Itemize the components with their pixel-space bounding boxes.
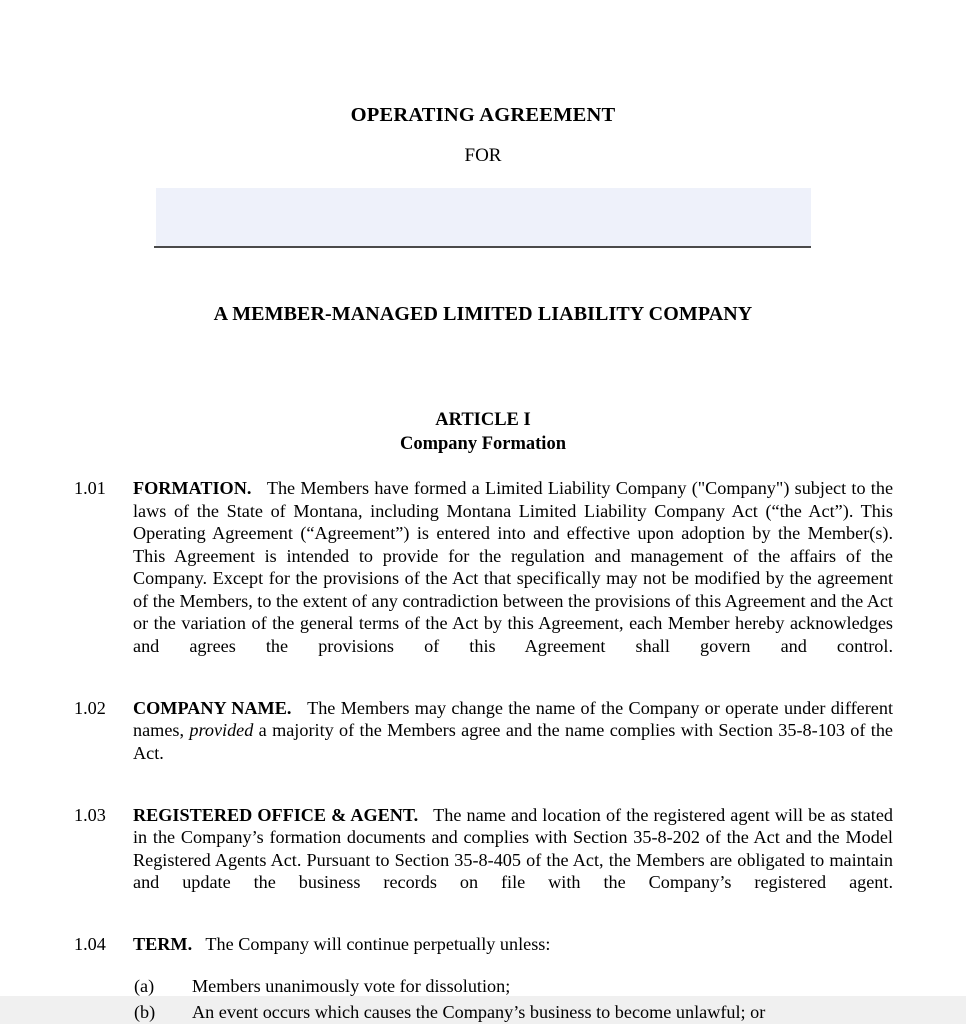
clause-title: TERM. (133, 934, 193, 954)
entity-type-heading: A MEMBER-MANAGED LIMITED LIABILITY COMPANY (213, 303, 753, 325)
clause-1-02 (0, 697, 966, 787)
clause-1-04 (0, 933, 966, 956)
clause-number: 1.03 (74, 804, 106, 825)
article-subtitle: Company Formation (400, 433, 566, 454)
clause-number: 1.04 (74, 934, 106, 954)
title-block (0, 0, 966, 166)
list-item-text: Members unanimously vote for dissolution; (192, 975, 511, 996)
clause-title: FORMATION. (133, 478, 252, 498)
company-name-field-wrapper[interactable] (154, 188, 811, 248)
list-item-marker: (a) (134, 975, 155, 996)
clause-spacer (423, 805, 433, 825)
document-title: OPERATING AGREEMENT (350, 104, 616, 126)
document-for-label: FOR (464, 144, 502, 166)
clause-1-04-subitems (0, 973, 966, 1024)
article-heading-block (0, 409, 966, 456)
clause-text: The Company will continue perpetually unless: (205, 934, 551, 954)
clause-1-01 (0, 477, 966, 680)
clause-1-03 (0, 804, 966, 917)
clause-text-part-2: a majority of the Members agree and the name complies with Section 35-8-103 of the Act. (133, 720, 893, 763)
company-name-underline-rule (154, 246, 811, 248)
list-item (0, 973, 966, 999)
company-name-input[interactable] (156, 188, 811, 246)
clause-title: COMPANY NAME. (133, 697, 292, 718)
clause-number: 1.01 (74, 478, 106, 498)
clause-text: The name and location of the registered agent will be as stated in the Company’s formation documents and complies with Section 35-8-202 of the Act and the Model Registered Agents Act. Pursuant to Section 35-8-405 of the Act, the Members are obligated to maintain and update the business records on file with the Company’s registered agent. (133, 804, 893, 892)
clause-text: The Members have formed a Limited Liability Company ("Company") subject to the laws of the State of Montana, including Montana Limited Liability Company Act (“the Act”). This Operating Agreement (“Agreement”) is entered into and effective upon adoption by the Member(s). This Agreement is intended to provide for the regulation and management of the affairs of the Company. Except for the provisions of the Act that specifically may not be modified by the agreement of the Members, to the extent of any contradiction between the provisions of this Agreement and the Act or the variation of the general terms of the Act by this Agreement, each Member hereby acknowledges and agrees the provisions of this Agreement shall govern and control. (133, 478, 894, 656)
article-number: ARTICLE I (435, 410, 531, 430)
clause-spacer (257, 478, 267, 498)
list-item (0, 999, 966, 1024)
list-item-marker: (b) (134, 1001, 156, 1022)
clause-text-part-1: The Members may change the name of the Company or operate under different names, (133, 697, 893, 740)
clause-number: 1.02 (74, 697, 106, 718)
clause-title: REGISTERED OFFICE & AGENT. (133, 804, 419, 825)
clause-spacer (297, 698, 307, 718)
document-body (0, 477, 966, 1024)
clause-emphasis-provided: provided (189, 720, 254, 740)
list-item-text: An event occurs which causes the Company’s business to become unlawful; or (192, 1001, 766, 1022)
